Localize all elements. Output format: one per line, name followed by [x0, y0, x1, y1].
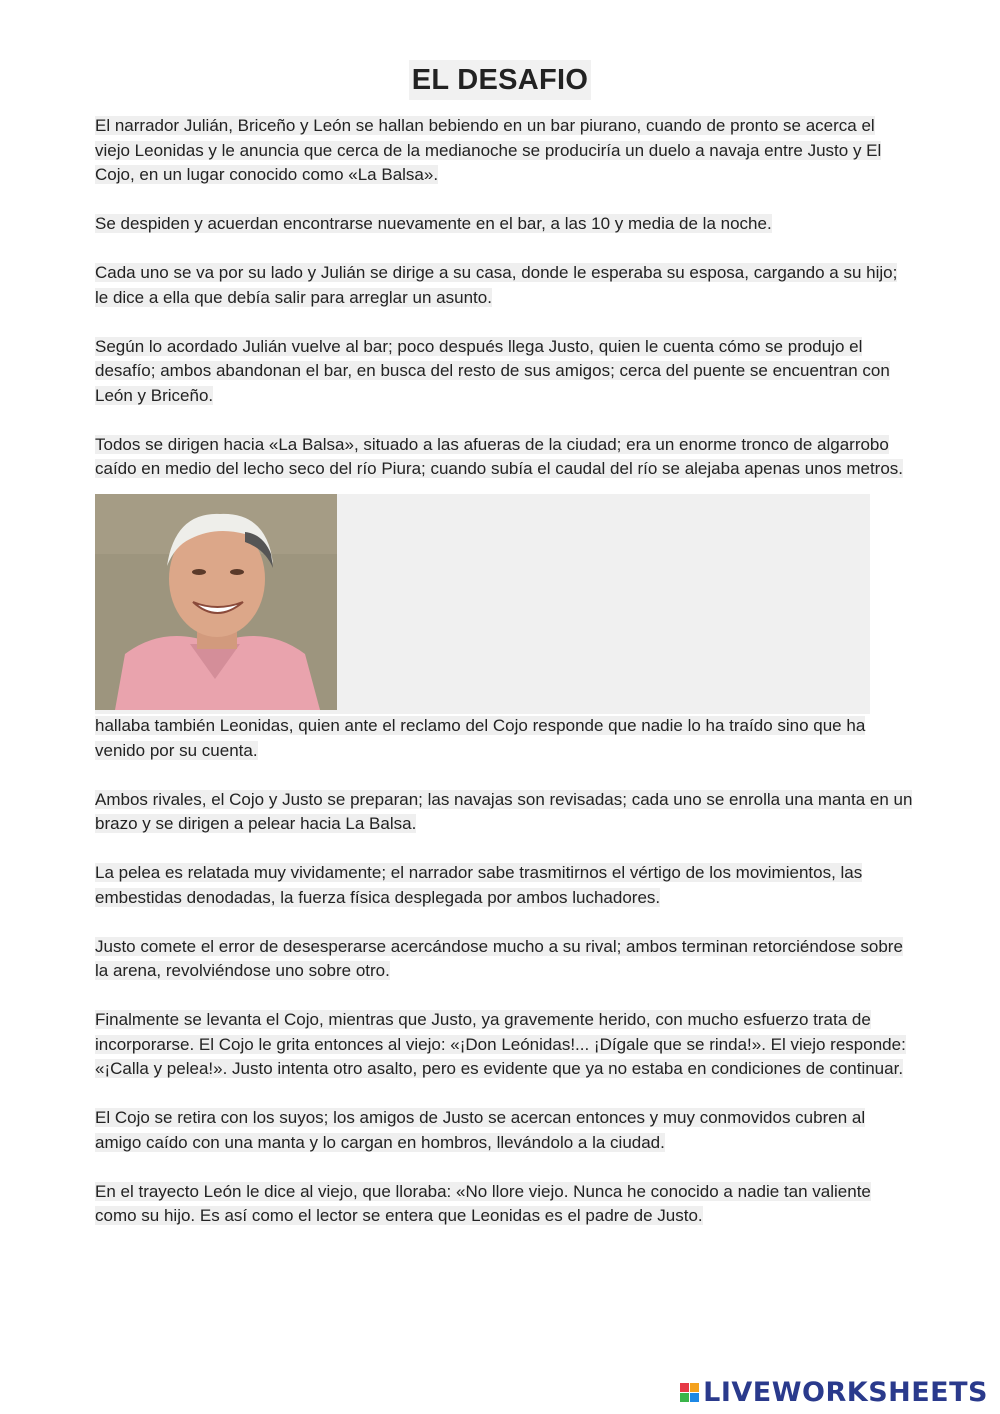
paragraph: La pelea es relatada muy vividamente; el narrador sabe trasmitirnos el vértigo de los movimientos, las embestidas denodadas, la fuerza física desplegada por ambos luchadores.: [95, 863, 863, 907]
paragraph: Justo comete el error de desesperarse acercándose mucho a su rival; ambos terminan retorciéndose sobre la arena, revolviéndose uno sobre otro.: [95, 936, 903, 980]
liveworksheets-logo[interactable]: [680, 1377, 988, 1408]
paragraph: hallaba también Leonidas, quien ante el reclamo del Cojo responde que nadie lo ha traído sino que ha venido por su cuenta.: [95, 716, 866, 760]
image-block: [95, 494, 913, 714]
paragraph: Según lo acordado Julián vuelve al bar; poco después llega Justo, quien le cuenta cómo se produjo el desafío; ambos abandonan el bar, en busca del resto de sus amigos; cerca del puente se encuentran con León y Briceño.: [95, 336, 890, 405]
author-photo: [95, 494, 337, 710]
paragraph: El Cojo se retira con los suyos; los amigos de Justo se acercan entonces y muy conmovidos cubren al amigo caído con una manta y lo cargan en hombros, llevándolo a la ciudad.: [95, 1108, 866, 1152]
page-title: EL DESAFIO: [409, 60, 592, 100]
paragraph: Se despiden y acuerdan encontrarse nuevamente en el bar, a las 10 y media de la noche.: [95, 214, 772, 233]
page-title-wrap: [0, 60, 1000, 100]
paragraph: En el trayecto León le dice al viejo, que lloraba: «No llore viejo. Nunca he conocido a nadie tan valiente como su hijo. Es así como el lector se entera que Leonidas es el padre de Justo.: [95, 1181, 871, 1225]
paragraph: El narrador Julián, Briceño y León se hallan bebiendo en un bar piurano, cuando de pronto se acerca el viejo Leonidas y le anuncia que cerca de la medianoche se produciría un duelo a navaja entre Justo y El Cojo, en un lugar conocido como «La Balsa».: [95, 116, 882, 184]
paragraph: Cada uno se va por su lado y Julián se dirige a su casa, donde le esperaba su esposa, cargando a su hijo; le dice a ella que debía salir para arreglar un asunto.: [95, 263, 898, 307]
paragraph: Finalmente se levanta el Cojo, mientras que Justo, ya gravemente herido, con mucho esfuerzo trata de incorporarse. El Cojo le grita entonces al viejo: «¡Don Leónidas!... ¡Dígale que se rinda!». El viejo responde: «¡Calla y pelea!». Justo intenta otro asalto, pero es evidente que ya no estaba en condiciones de continuar.: [95, 1010, 906, 1078]
paragraph: Todos se dirigen hacia «La Balsa», situado a las afueras de la ciudad; era un enorme tronco de algarrobo caído en medio del lecho seco del río Piura; cuando subía el caudal del río se alejaba apenas unos metros.: [95, 434, 904, 478]
document-body: [95, 114, 913, 1253]
logo-text: LIVEWORKSHEETS: [703, 1377, 988, 1408]
paragraph: Ambos rivales, el Cojo y Justo se preparan; las navajas son revisadas; cada uno se enrolla una manta en un brazo y se dirigen a pelear hacia La Balsa.: [95, 789, 913, 833]
liveworksheets-logo-icon: [680, 1383, 699, 1402]
